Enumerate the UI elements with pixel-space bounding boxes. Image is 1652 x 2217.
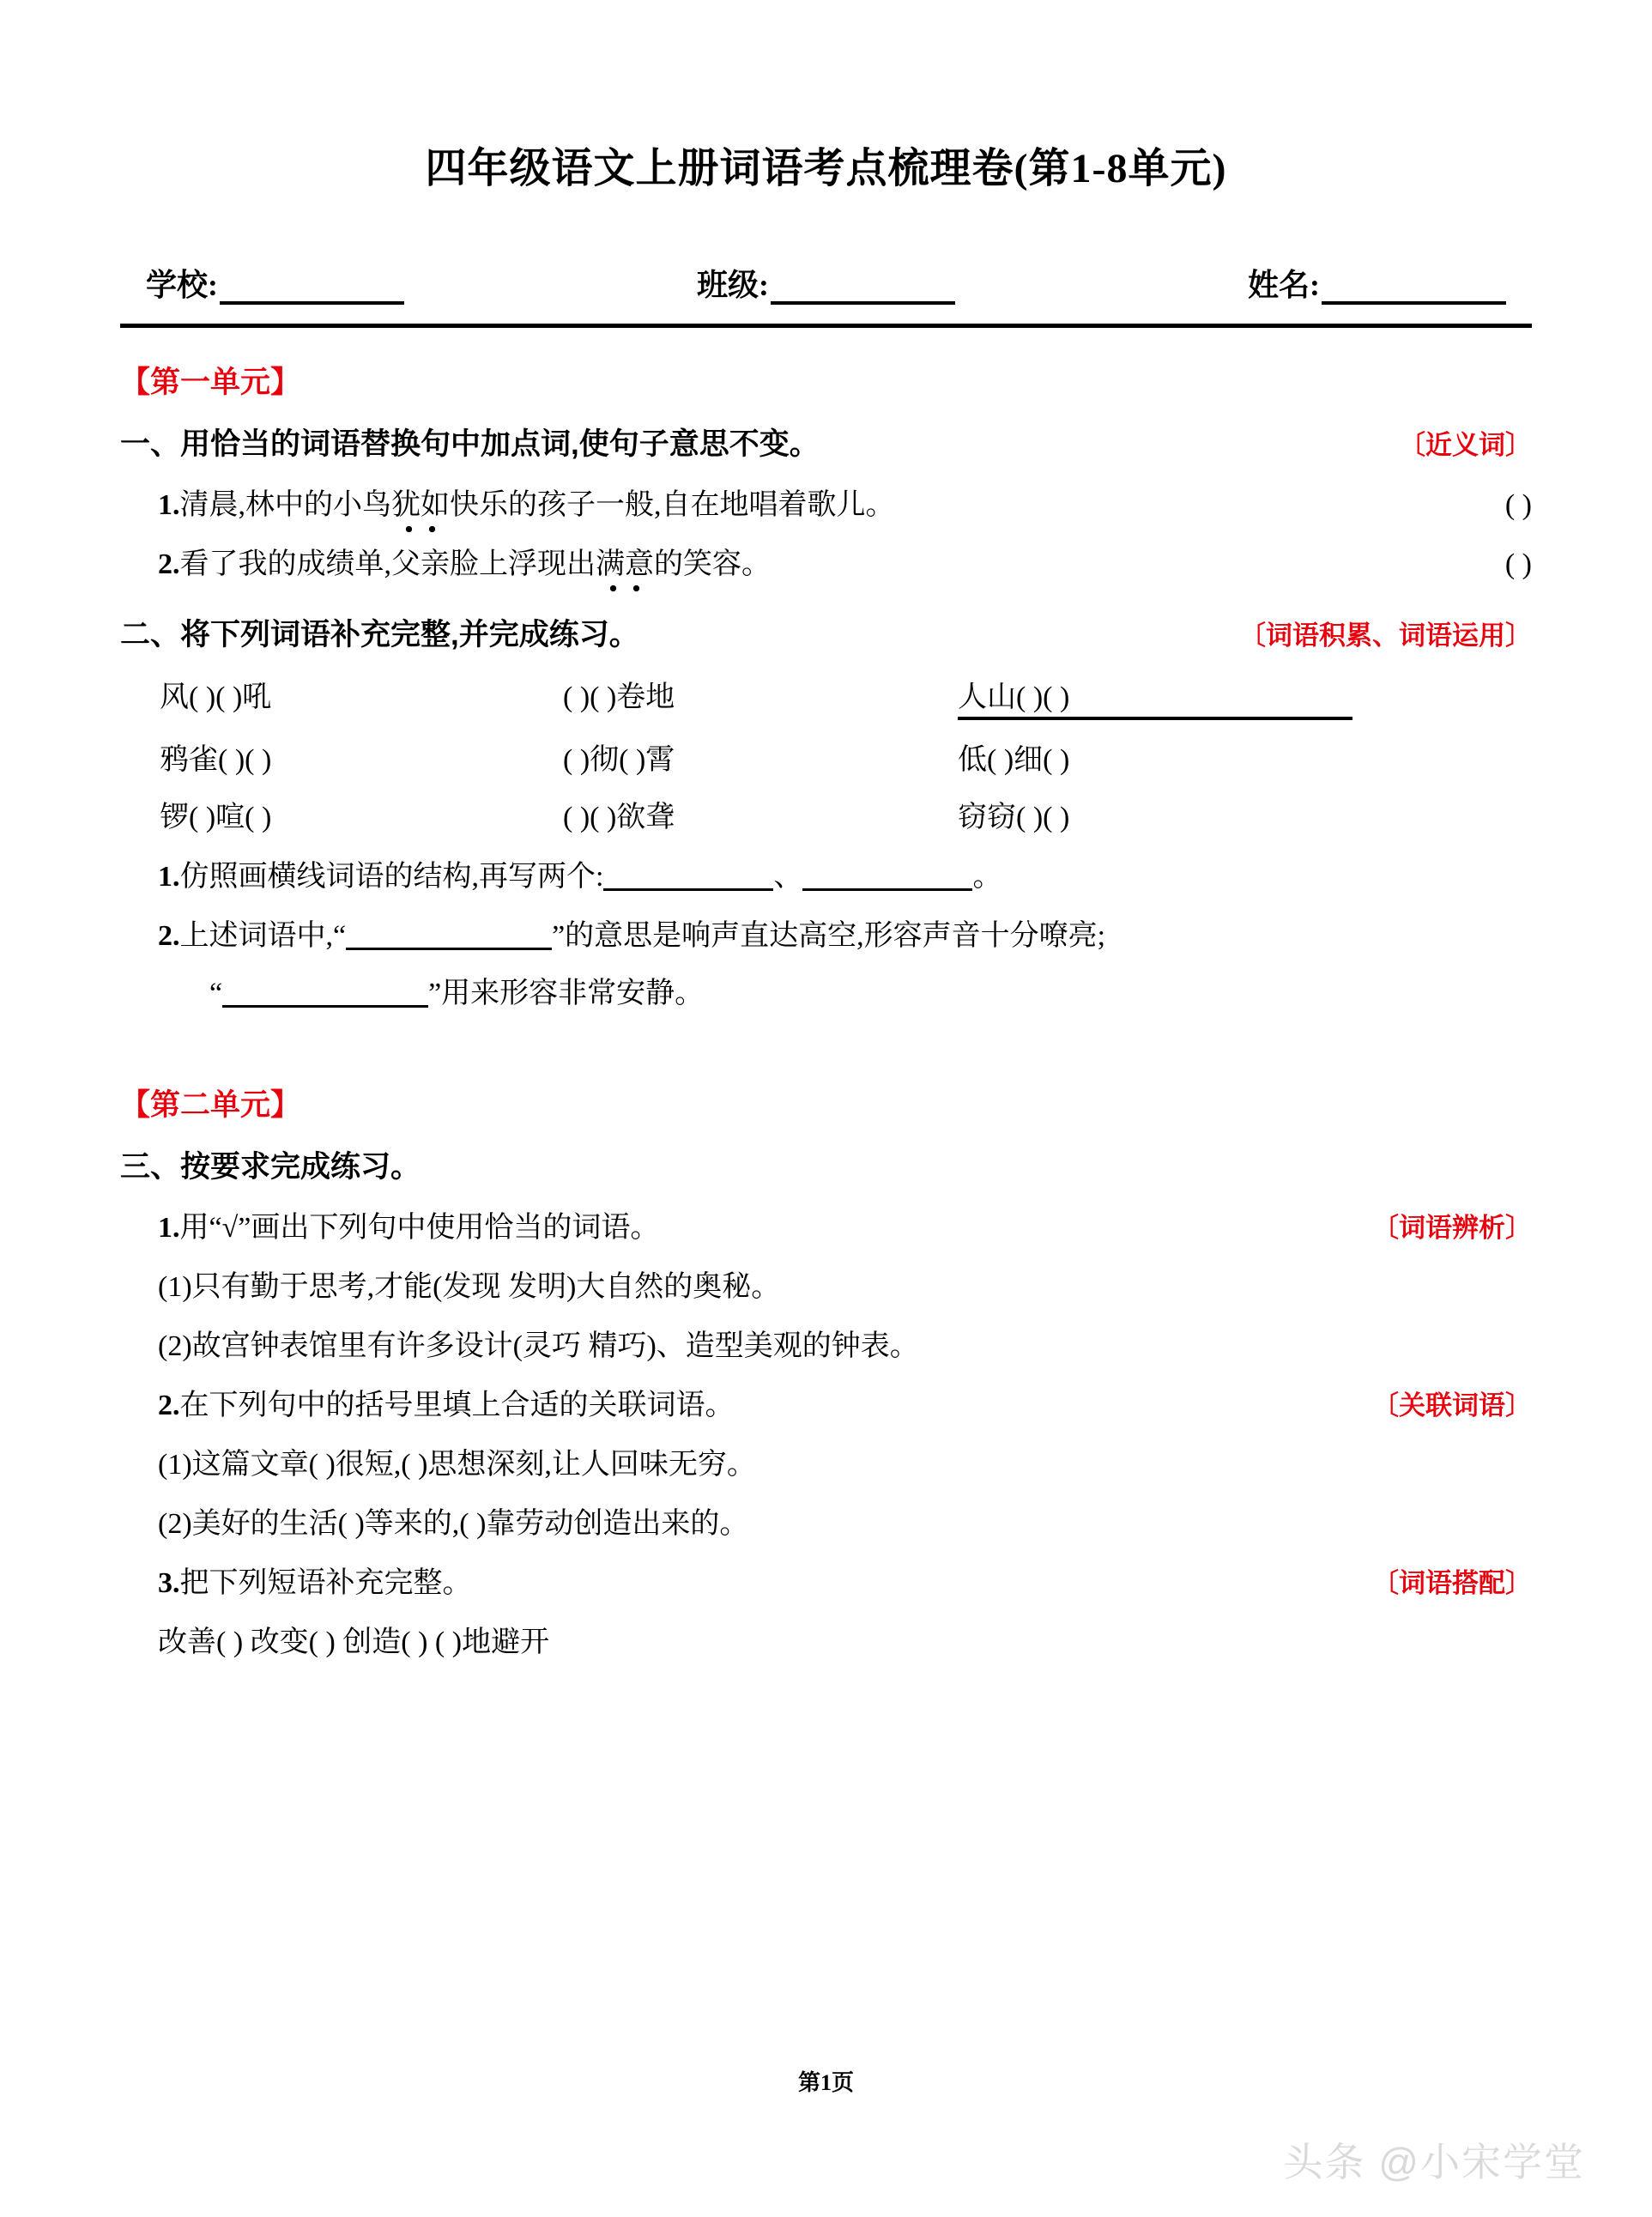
sub-2-text-a: 上述词语中,“	[179, 919, 347, 952]
item-text-after: 的笑容。	[654, 548, 771, 580]
question-3-sub-1-item-2	[158, 1322, 1532, 1364]
item-number: 1.	[158, 860, 180, 893]
dotted-word: 犹如	[391, 481, 450, 523]
sub-1-text: 仿照画横线词语的结构,再写两个:	[179, 860, 604, 893]
question-2-sub-2-line2	[209, 969, 1532, 1011]
sub-3-item-text[interactable]: 改善( ) 改变( ) 创造( ) ( )地避开	[158, 1626, 550, 1658]
sub-2-line2-b: ”用来形容非常安静。	[428, 977, 705, 1009]
idiom-cell[interactable]: 窃窃( )( )	[958, 801, 1070, 833]
name-label: 姓名:	[1248, 267, 1320, 302]
class-field[interactable]	[697, 261, 955, 305]
question-3-heading	[120, 1143, 1532, 1186]
question-3-sub-2-heading	[158, 1381, 1532, 1423]
sub-1-item-text[interactable]: (1)只有勤于思考,才能(发现 发明)大自然的奥秘。	[158, 1270, 781, 1303]
header-divider	[120, 324, 1532, 328]
item-text-before: 清晨,林中的小鸟	[179, 488, 391, 521]
idiom-cell[interactable]: ( )( )卷地	[563, 681, 675, 713]
idiom-cell[interactable]: ( )彻( )霄	[563, 743, 675, 776]
idiom-fill-grid	[160, 673, 1532, 835]
school-blank[interactable]	[220, 276, 404, 305]
class-label: 班级:	[697, 267, 769, 302]
question-2-text: 二、将下列词语补充完整,并完成练习。	[120, 617, 639, 651]
idiom-row	[160, 736, 1532, 778]
question-3-sub-3-item-1	[158, 1618, 1532, 1660]
student-info-row	[120, 261, 1532, 305]
answer-blank[interactable]	[222, 979, 428, 1008]
sub-2-text-b: ”的意思是响声直达高空,形容声音十分嘹亮;	[552, 919, 1106, 952]
sub-3-tag: 〔词语搭配〕	[1372, 1567, 1532, 1598]
question-1-item-1	[158, 481, 1532, 523]
answer-parenthesis[interactable]: ( )	[1504, 488, 1532, 521]
idiom-row	[160, 673, 1532, 720]
idiom-cell[interactable]: 鸦雀( )( )	[160, 743, 272, 776]
school-label: 学校:	[146, 267, 218, 302]
sub-1-prompt: 用“√”画出下列句中使用恰当的词语。	[179, 1211, 660, 1244]
sub-1-item-text[interactable]: (2)故宫钟表馆里有许多设计(灵巧 精巧)、造型美观的钟表。	[158, 1330, 919, 1362]
question-3-sub-2-item-1	[158, 1440, 1532, 1482]
idiom-cell-underlined[interactable]: 人山( )( )	[958, 673, 1352, 720]
page-number: 第1页	[797, 2070, 854, 2095]
school-field[interactable]	[146, 261, 404, 305]
question-1-heading	[120, 421, 1532, 463]
question-1-tag: 〔近义词〕	[1399, 429, 1532, 460]
sub-3-prompt: 把下列短语补充完整。	[179, 1566, 472, 1599]
sub-1-tag: 〔词语辨析〕	[1372, 1212, 1532, 1243]
sub-2-tag: 〔关联词语〕	[1372, 1390, 1532, 1420]
sub-1-separator: 、	[773, 860, 803, 893]
answer-blank[interactable]	[603, 863, 773, 891]
name-blank[interactable]	[1322, 276, 1506, 305]
answer-blank[interactable]	[346, 922, 552, 950]
class-blank[interactable]	[771, 276, 955, 305]
sub-1-period: 。	[972, 860, 1002, 893]
sub-2-item-text[interactable]: (1)这篇文章( )很短,( )思想深刻,让人回味无穷。	[158, 1448, 756, 1481]
item-number: 3.	[158, 1566, 180, 1599]
sub-2-line2-a: “	[209, 977, 223, 1009]
idiom-cell[interactable]: 低( )细( )	[958, 743, 1070, 776]
question-2-sub-2	[158, 912, 1532, 954]
idiom-cell[interactable]: 风( )( )吼	[160, 681, 272, 713]
idiom-cell[interactable]: 锣( )喧( )	[160, 801, 272, 833]
answer-parenthesis[interactable]: ( )	[1504, 548, 1532, 580]
question-1-text: 一、用恰当的词语替换句中加点词,使句子意思不变。	[120, 427, 820, 461]
idiom-row	[160, 793, 1532, 835]
question-2-tag: 〔词语积累、词语运用〕	[1239, 620, 1532, 651]
item-number: 1.	[158, 1211, 180, 1244]
idiom-cell[interactable]: ( )( )欲聋	[563, 801, 675, 833]
question-1-item-2	[158, 540, 1532, 582]
item-number: 2.	[158, 1389, 180, 1421]
question-3-sub-1-heading	[158, 1203, 1532, 1245]
question-3-text: 三、按要求完成练习。	[120, 1149, 421, 1184]
question-3-sub-3-heading	[158, 1559, 1532, 1601]
question-2-heading	[120, 611, 1532, 654]
sub-2-prompt: 在下列句中的括号里填上合适的关联词语。	[179, 1389, 735, 1421]
dotted-word: 满意	[596, 540, 654, 582]
question-3-sub-1-item-1	[158, 1263, 1532, 1305]
page-title: 四年级语文上册词语考点梳理卷(第1-8单元)	[425, 146, 1227, 191]
item-number: 2.	[158, 548, 180, 580]
answer-blank[interactable]	[802, 863, 972, 891]
name-field[interactable]	[1248, 261, 1506, 305]
unit-header-2: 【第二单元】	[120, 1087, 301, 1122]
item-number: 1.	[158, 488, 180, 521]
sub-2-item-text[interactable]: (2)美好的生活( )等来的,( )靠劳动创造出来的。	[158, 1507, 749, 1540]
unit-header-1: 【第一单元】	[120, 365, 301, 399]
question-2-sub-1	[158, 852, 1532, 894]
question-3-sub-2-item-2	[158, 1499, 1532, 1542]
item-text-after: 快乐的孩子一般,自在地唱着歌儿。	[450, 488, 895, 521]
watermark: 头条 @小宋学堂	[1283, 2140, 1585, 2184]
item-text-before: 看了我的成绩单,父亲脸上浮现出	[179, 548, 596, 580]
item-number: 2.	[158, 919, 180, 952]
